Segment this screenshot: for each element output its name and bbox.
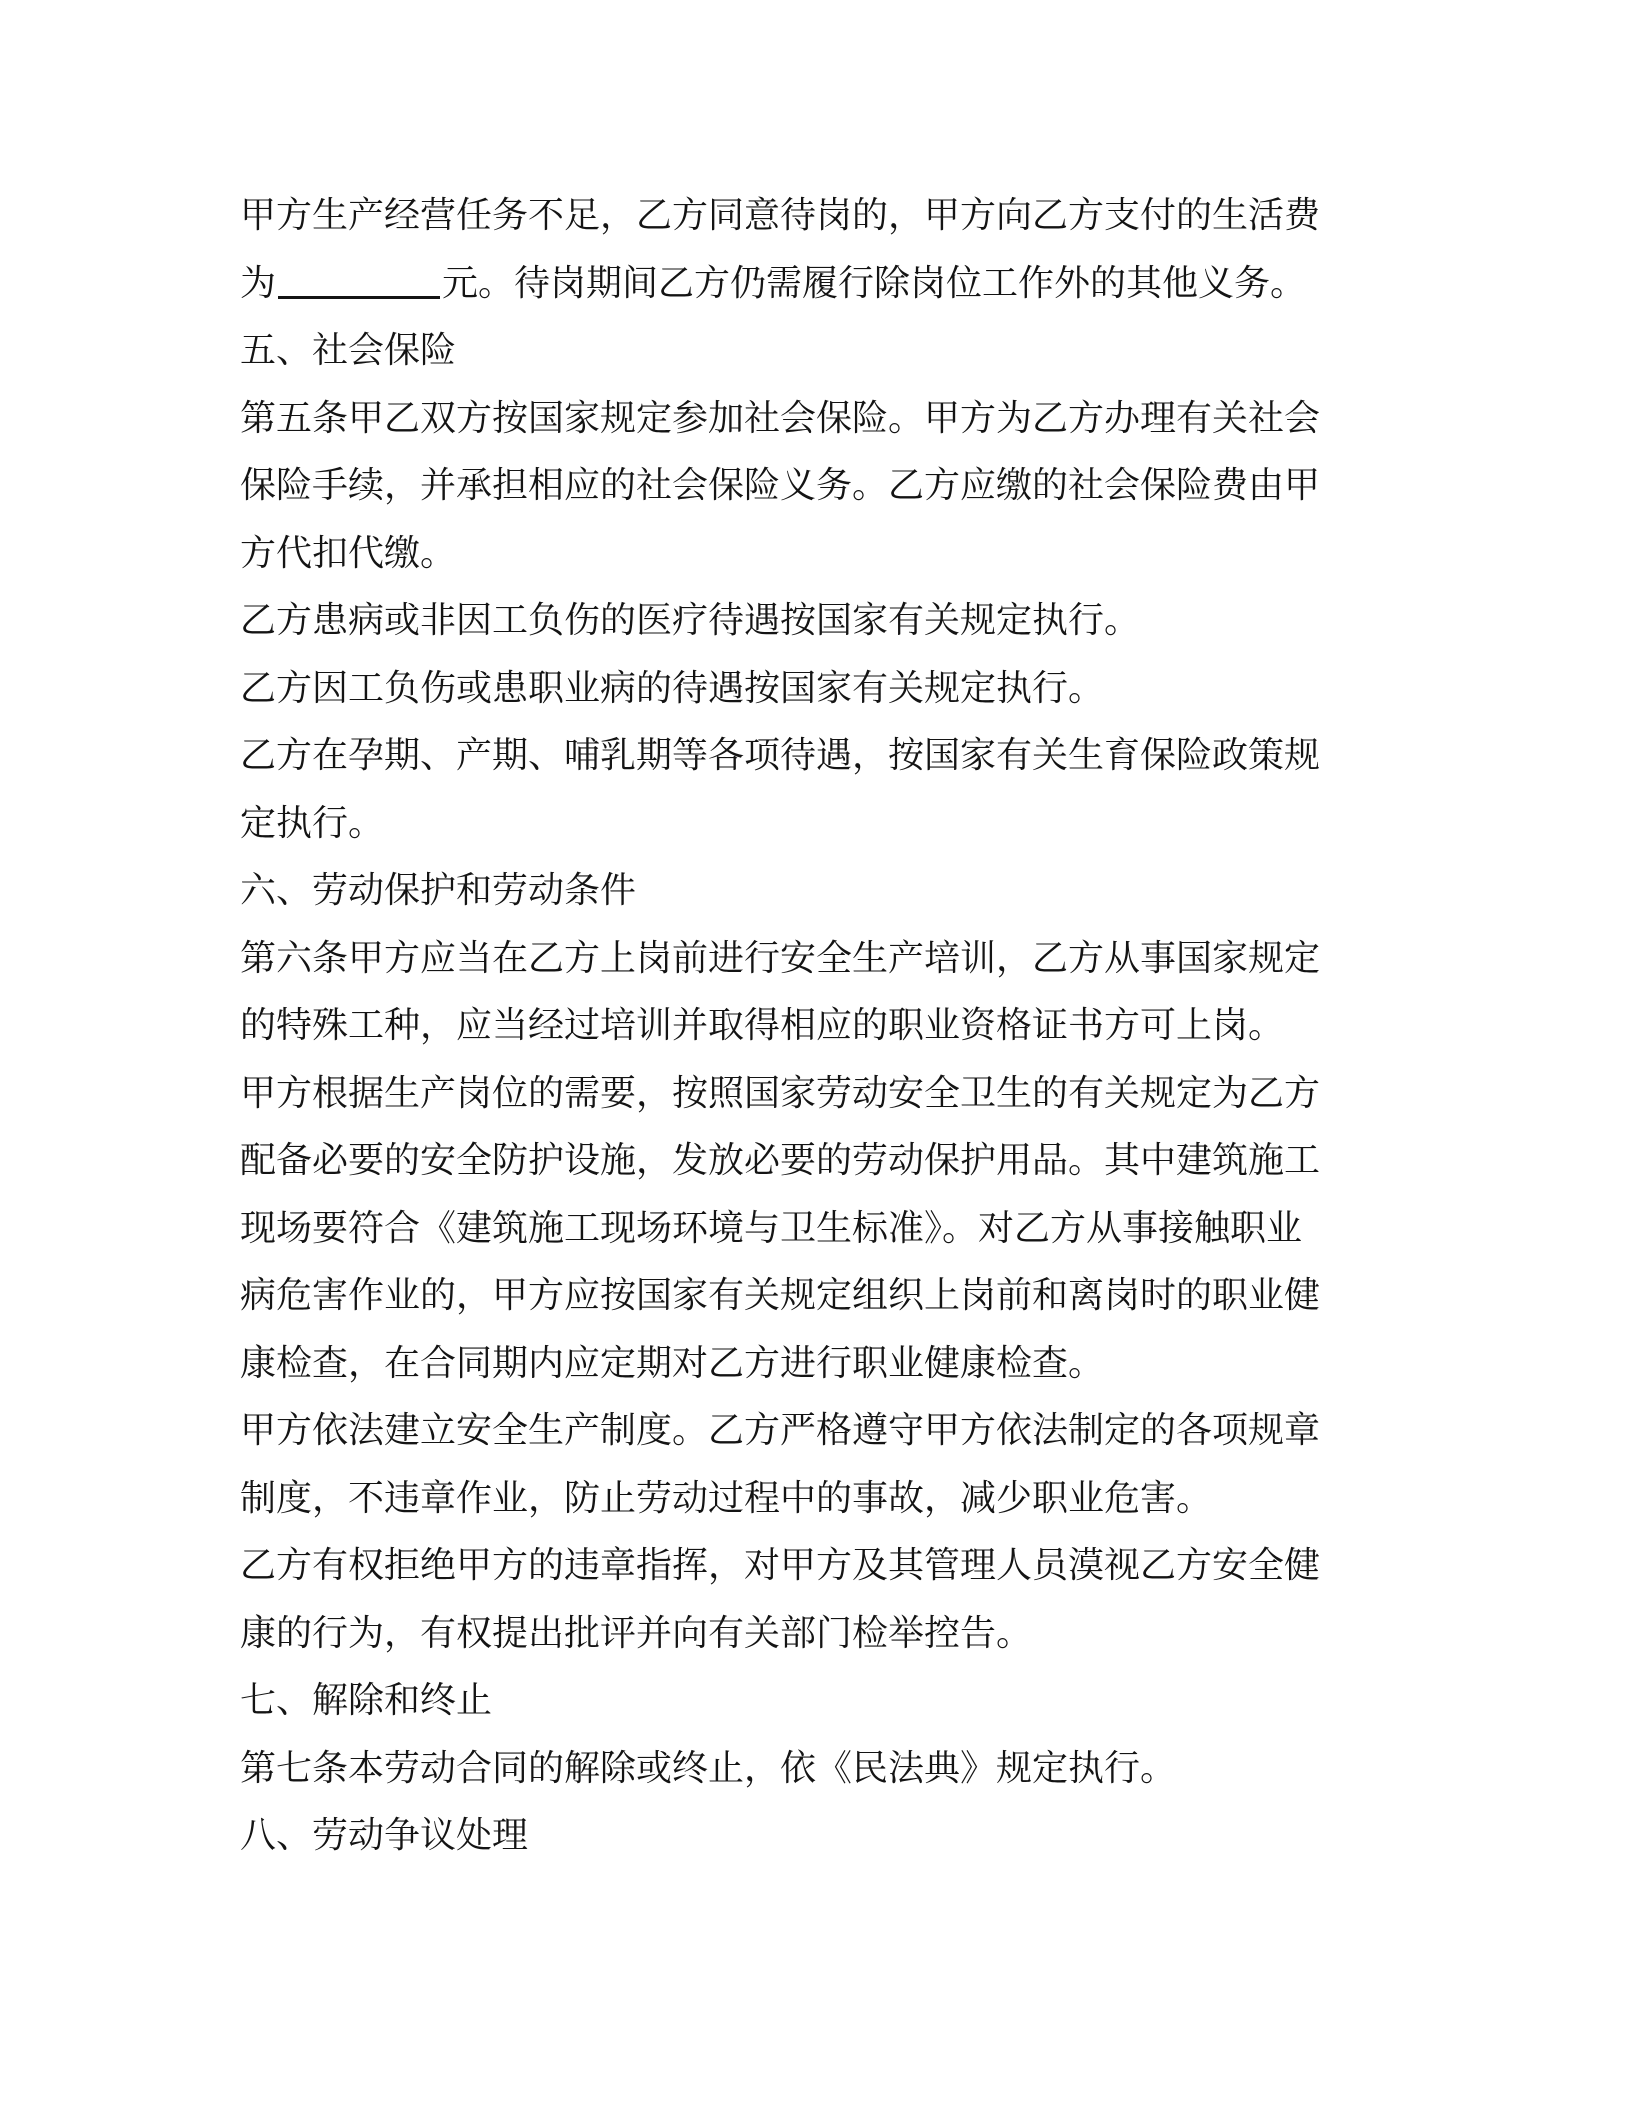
paragraph-work-injury <box>240 655 1368 723</box>
text-fragment: 元。待岗期间乙方仍需履行除岗位工作外的其他义务。 <box>442 262 1307 304</box>
text-line: 康检查，在合同期内应定期对乙方进行职业健康检查。 <box>240 1342 1105 1384</box>
paragraph-safety-system <box>240 1397 1368 1532</box>
paragraph-article-6 <box>240 925 1368 1060</box>
heading-text: 七、解除和终止 <box>240 1680 493 1721</box>
text-line: 乙方有权拒绝甲方的违章指挥，对甲方及其管理人员漠视乙方安全健 <box>240 1545 1321 1586</box>
text-line: 保险手续，并承担相应的社会保险义务。乙方应缴的社会保险费由甲 <box>240 465 1321 506</box>
text-line: 方代扣代缴。 <box>240 532 457 574</box>
text-line: 配备必要的安全防护设施，发放必要的劳动保护用品。其中建筑施工 <box>240 1140 1321 1181</box>
heading-text: 五、社会保险 <box>240 330 457 371</box>
paragraph-medical-treatment <box>240 587 1368 655</box>
section-heading-labor-protection <box>240 857 1368 925</box>
paragraph-article-7 <box>240 1735 1368 1803</box>
fill-in-blank <box>278 260 440 299</box>
heading-text: 六、劳动保护和劳动条件 <box>240 870 637 911</box>
paragraph-right-to-refuse <box>240 1532 1368 1667</box>
text-fragment: 为 <box>240 262 277 304</box>
paragraph-safety-equipment <box>240 1060 1368 1398</box>
text-line: 定执行。 <box>240 802 385 844</box>
text-line: 甲方根据生产岗位的需要，按照国家劳动安全卫生的有关规定为乙方 <box>240 1072 1321 1114</box>
section-heading-termination <box>240 1667 1368 1735</box>
text-line: 第六条甲方应当在乙方上岗前进行安全生产培训，乙方从事国家规定 <box>240 937 1321 979</box>
text-line: 现场要符合《建筑施工现场环境与卫生标准》。对乙方从事接触职业 <box>240 1207 1303 1249</box>
text-line: 乙方因工负伤或患职业病的待遇按国家有关规定执行。 <box>240 667 1105 709</box>
text-line: 甲方依法建立安全生产制度。乙方严格遵守甲方依法制定的各项规章 <box>240 1410 1321 1451</box>
paragraph-idle-allowance <box>240 182 1368 317</box>
text-line: 乙方患病或非因工负伤的医疗待遇按国家有关规定执行。 <box>240 600 1141 641</box>
text-line: 制度，不违章作业，防止劳动过程中的事故，减少职业危害。 <box>240 1477 1213 1519</box>
text-line: 的特殊工种，应当经过培训并取得相应的职业资格证书方可上岗。 <box>240 1005 1285 1046</box>
section-heading-dispute <box>240 1802 1368 1870</box>
text-line: 康的行为，有权提出批评并向有关部门检举控告。 <box>240 1612 1033 1654</box>
text-line: 甲方生产经营任务不足，乙方同意待岗的，甲方向乙方支付的生活费 <box>240 195 1321 236</box>
text-line <box>240 250 1368 318</box>
heading-text: 八、劳动争议处理 <box>240 1815 529 1856</box>
text-line: 第五条甲乙双方按国家规定参加社会保险。甲方为乙方办理有关社会 <box>240 397 1321 439</box>
paragraph-article-5 <box>240 385 1368 588</box>
text-line: 第七条本劳动合同的解除或终止，依《民法典》规定执行。 <box>240 1747 1177 1789</box>
section-heading-social-insurance <box>240 317 1368 385</box>
text-line: 乙方在孕期、产期、哺乳期等各项待遇，按国家有关生育保险政策规 <box>240 735 1321 776</box>
document-page <box>240 182 1368 1870</box>
text-line: 病危害作业的，甲方应按国家有关规定组织上岗前和离岗时的职业健 <box>240 1275 1321 1316</box>
paragraph-maternity <box>240 722 1368 857</box>
